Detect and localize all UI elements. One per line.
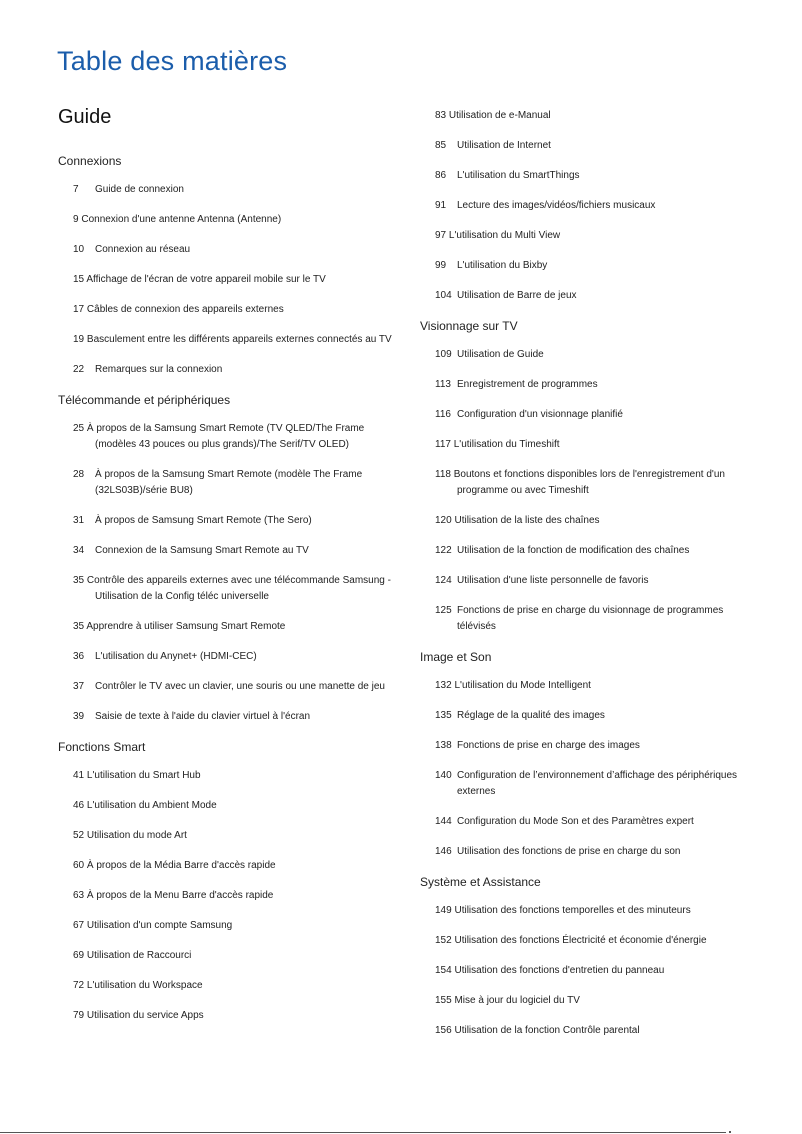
page-number: 9 bbox=[73, 214, 79, 225]
toc-entry[interactable] bbox=[435, 288, 750, 304]
entry-title: Utilisation de la fonction de modification des chaînes bbox=[457, 545, 690, 556]
page-title: Table des matières bbox=[57, 46, 288, 76]
entry-title: L'utilisation du Anynet+ (HDMI-CEC) bbox=[95, 651, 257, 662]
page-number: 19 bbox=[73, 334, 85, 345]
entry-title: Basculement entre les différents appareils externes connectés au TV bbox=[86, 334, 392, 345]
toc-entry[interactable] bbox=[435, 738, 750, 754]
footer-dot bbox=[729, 1131, 731, 1133]
toc-entry[interactable] bbox=[435, 543, 750, 559]
toc-entry[interactable] bbox=[435, 347, 750, 363]
toc-entry[interactable] bbox=[435, 467, 750, 499]
entry-title: Enregistrement de programmes bbox=[457, 379, 598, 390]
entry-title: Utilisation de la fonction Contrôle parental bbox=[454, 1025, 640, 1036]
entry-title: Utilisation de Raccourci bbox=[86, 950, 192, 961]
section-heading[interactable]: Visionnage sur TV bbox=[420, 319, 518, 333]
entry-title: Fonctions de prise en charge des images bbox=[457, 740, 640, 751]
toc-entry[interactable] bbox=[435, 903, 750, 919]
part-heading: Guide bbox=[58, 106, 112, 128]
page-number: 109 bbox=[435, 349, 452, 360]
toc-entry[interactable] bbox=[435, 377, 750, 393]
entry-title: Utilisation des fonctions de prise en charge du son bbox=[457, 846, 681, 857]
entry-title: Configuration d'un visionnage planifié bbox=[457, 409, 623, 420]
page-number: 140 bbox=[435, 770, 452, 781]
page-number: 22 bbox=[73, 364, 85, 375]
page-number: 122 bbox=[435, 545, 452, 556]
toc-entry[interactable] bbox=[73, 332, 398, 348]
toc-entry[interactable] bbox=[73, 709, 398, 725]
toc-entry[interactable] bbox=[435, 513, 750, 529]
page-number: 60 bbox=[73, 860, 85, 871]
entry-title: Apprendre à utiliser Samsung Smart Remote bbox=[86, 621, 286, 632]
page-number: 79 bbox=[73, 1010, 85, 1021]
section-heading[interactable]: Connexions bbox=[58, 154, 122, 168]
entry-title: L'utilisation du Ambient Mode bbox=[86, 800, 217, 811]
page-number: 113 bbox=[435, 379, 451, 390]
toc-entry[interactable] bbox=[435, 933, 750, 949]
page-number: 154 bbox=[435, 965, 452, 976]
entry-title: Connexion d'une antenne Antenna (Antenne) bbox=[81, 214, 282, 225]
toc-entry[interactable] bbox=[435, 573, 750, 589]
page-number: 36 bbox=[73, 651, 85, 662]
entry-title: Connexion au réseau bbox=[95, 244, 191, 255]
entry-title: L'utilisation du Mode Intelligent bbox=[454, 680, 591, 691]
toc-entry[interactable] bbox=[435, 228, 750, 244]
toc-entry[interactable] bbox=[73, 302, 398, 318]
entry-title: À propos de la Média Barre d'accès rapide bbox=[86, 860, 276, 871]
toc-entry[interactable] bbox=[73, 918, 398, 934]
entry-title: À propos de la Samsung Smart Remote (modèle The Frame (32LS03B)/série BU8) bbox=[95, 469, 363, 496]
toc-entry[interactable] bbox=[435, 814, 750, 830]
page-number: 72 bbox=[73, 980, 85, 991]
toc-entry[interactable] bbox=[435, 678, 750, 694]
entry-title: Remarques sur la connexion bbox=[95, 364, 223, 375]
page-number: 86 bbox=[435, 170, 447, 181]
entry-title: L'utilisation du Workspace bbox=[86, 980, 203, 991]
page-number: 155 bbox=[435, 995, 452, 1006]
page-number: 35 bbox=[73, 621, 85, 632]
toc-entry[interactable] bbox=[73, 182, 398, 198]
toc-entry[interactable] bbox=[73, 649, 398, 665]
entry-title: Boutons et fonctions disponibles lors de l'enregistrement d'un programme ou avec Timeshift bbox=[453, 469, 725, 496]
entry-title: L'utilisation du Smart Hub bbox=[86, 770, 201, 781]
toc-entry[interactable] bbox=[73, 1008, 398, 1024]
page-number: 31 bbox=[73, 515, 85, 526]
toc-entry[interactable] bbox=[435, 963, 750, 979]
page-number: 28 bbox=[73, 469, 85, 480]
toc-entry[interactable] bbox=[435, 168, 750, 184]
toc-entry[interactable] bbox=[73, 978, 398, 994]
page-number: 17 bbox=[73, 304, 85, 315]
page-number: 156 bbox=[435, 1025, 452, 1036]
toc-entry[interactable] bbox=[435, 108, 750, 124]
toc-entry[interactable] bbox=[73, 948, 398, 964]
page-number: 15 bbox=[73, 274, 85, 285]
toc-column-right bbox=[420, 108, 750, 1053]
section-heading[interactable]: Télécommande et périphériques bbox=[58, 393, 231, 407]
entry-title: Utilisation des fonctions Électricité et économie d'énergie bbox=[454, 935, 707, 946]
entry-title: À propos de la Samsung Smart Remote (TV QLED/The Frame (modèles 43 pouces ou plus grands)/The Serif/TV OLED) bbox=[86, 423, 365, 450]
page-number: 116 bbox=[435, 409, 451, 420]
entry-title: Utilisation d'une liste personnelle de favoris bbox=[457, 575, 649, 586]
entry-title: Utilisation de Internet bbox=[457, 140, 551, 151]
toc-entry[interactable] bbox=[73, 888, 398, 904]
toc-column-left bbox=[58, 106, 398, 1038]
page-number: 46 bbox=[73, 800, 85, 811]
page-number: 10 bbox=[73, 244, 85, 255]
entry-title: Câbles de connexion des appareils externes bbox=[86, 304, 284, 315]
toc-entry[interactable] bbox=[435, 198, 750, 214]
page-number: 144 bbox=[435, 816, 452, 827]
page-number: 118 bbox=[435, 469, 451, 480]
entry-title: Configuration du Mode Son et des Paramètres expert bbox=[457, 816, 694, 827]
page-number: 125 bbox=[435, 605, 452, 616]
entry-title: L'utilisation du Timeshift bbox=[453, 439, 560, 450]
entry-title: Contrôle des appareils externes avec une télécommande Samsung - Utilisation de la Config téléc universelle bbox=[86, 575, 391, 602]
page-number: 152 bbox=[435, 935, 452, 946]
entry-title: Utilisation du service Apps bbox=[86, 1010, 204, 1021]
entry-title: Utilisation des fonctions d'entretien du panneau bbox=[454, 965, 665, 976]
toc-entry[interactable] bbox=[73, 679, 398, 695]
page-number: 35 bbox=[73, 575, 85, 586]
toc-entry[interactable] bbox=[73, 467, 398, 499]
page-number: 124 bbox=[435, 575, 452, 586]
page-number: 41 bbox=[73, 770, 85, 781]
page-number: 63 bbox=[73, 890, 85, 901]
page-number: 52 bbox=[73, 830, 85, 841]
toc-entry[interactable] bbox=[73, 619, 398, 635]
page-number: 132 bbox=[435, 680, 452, 691]
page-number: 7 bbox=[73, 184, 79, 195]
page-number: 149 bbox=[435, 905, 452, 916]
entry-title: Mise à jour du logiciel du TV bbox=[454, 995, 580, 1006]
toc-entry[interactable] bbox=[73, 798, 398, 814]
page-number: 120 bbox=[435, 515, 452, 526]
entry-title: Réglage de la qualité des images bbox=[457, 710, 605, 721]
page-number: 37 bbox=[73, 681, 85, 692]
page-number: 25 bbox=[73, 423, 85, 434]
page-number: 34 bbox=[73, 545, 85, 556]
toc-entry[interactable] bbox=[73, 212, 398, 228]
entry-title: Affichage de l'écran de votre appareil mobile sur le TV bbox=[86, 274, 326, 285]
page-number: 146 bbox=[435, 846, 452, 857]
entry-title: À propos de Samsung Smart Remote (The Sero) bbox=[95, 515, 312, 526]
entry-title: Connexion de la Samsung Smart Remote au TV bbox=[95, 545, 309, 556]
entry-title: Utilisation des fonctions temporelles et des minuteurs bbox=[454, 905, 691, 916]
entry-title: Utilisation de e-Manual bbox=[448, 110, 551, 121]
toc-entry[interactable] bbox=[73, 362, 398, 378]
section-heading[interactable]: Image et Son bbox=[420, 650, 492, 664]
toc-entry[interactable] bbox=[435, 708, 750, 724]
page-number: 117 bbox=[435, 439, 451, 450]
page-number: 67 bbox=[73, 920, 85, 931]
toc-entry[interactable] bbox=[435, 603, 750, 635]
entry-title: À propos de la Menu Barre d'accès rapide bbox=[86, 890, 274, 901]
page-number: 39 bbox=[73, 711, 85, 722]
page-number: 83 bbox=[435, 110, 447, 121]
entry-title: Contrôler le TV avec un clavier, une souris ou une manette de jeu bbox=[95, 681, 385, 692]
page-number: 138 bbox=[435, 740, 452, 751]
page-number: 91 bbox=[435, 200, 447, 211]
toc-entry[interactable] bbox=[435, 844, 750, 860]
section-heading[interactable]: Fonctions Smart bbox=[58, 740, 146, 754]
toc-entry[interactable] bbox=[73, 573, 398, 605]
toc-entry[interactable] bbox=[435, 258, 750, 274]
entry-title: L'utilisation du Bixby bbox=[457, 260, 548, 271]
page-number: 99 bbox=[435, 260, 447, 271]
entry-title: Lecture des images/vidéos/fichiers musicaux bbox=[457, 200, 656, 211]
toc-entry[interactable] bbox=[73, 421, 398, 453]
page-number: 97 bbox=[435, 230, 447, 241]
entry-title: Guide de connexion bbox=[95, 184, 184, 195]
toc-entry[interactable] bbox=[435, 993, 750, 1009]
toc-entry[interactable] bbox=[73, 242, 398, 258]
toc-entry[interactable] bbox=[73, 513, 398, 529]
entry-title: Saisie de texte à l'aide du clavier virtuel à l'écran bbox=[95, 711, 311, 722]
toc-entry[interactable] bbox=[73, 858, 398, 874]
section-heading[interactable]: Système et Assistance bbox=[420, 875, 541, 889]
entry-title: Utilisation de la liste des chaînes bbox=[454, 515, 600, 526]
page-number: 69 bbox=[73, 950, 85, 961]
page-number: 85 bbox=[435, 140, 447, 151]
entry-title: Utilisation du mode Art bbox=[86, 830, 187, 841]
toc-entry[interactable] bbox=[73, 543, 398, 559]
entry-title: Utilisation d'un compte Samsung bbox=[86, 920, 233, 931]
footer-divider bbox=[0, 1132, 726, 1133]
toc-entry[interactable] bbox=[73, 768, 398, 784]
toc-entry[interactable] bbox=[435, 1023, 750, 1039]
entry-title: L'utilisation du Multi View bbox=[448, 230, 561, 241]
toc-entry[interactable] bbox=[435, 138, 750, 154]
entry-title: Fonctions de prise en charge du visionnage de programmes télévisés bbox=[457, 605, 724, 632]
toc-entry[interactable] bbox=[435, 768, 750, 800]
entry-title: Utilisation de Barre de jeux bbox=[457, 290, 577, 301]
entry-title: Utilisation de Guide bbox=[457, 349, 544, 360]
toc-entry[interactable] bbox=[435, 437, 750, 453]
page-number: 104 bbox=[435, 290, 452, 301]
page-number: 135 bbox=[435, 710, 452, 721]
entry-title: L'utilisation du SmartThings bbox=[457, 170, 580, 181]
toc-entry[interactable] bbox=[73, 272, 398, 288]
entry-title: Configuration de l’environnement d’affichage des périphériques externes bbox=[457, 770, 737, 797]
toc-entry[interactable] bbox=[73, 828, 398, 844]
toc-entry[interactable] bbox=[435, 407, 750, 423]
